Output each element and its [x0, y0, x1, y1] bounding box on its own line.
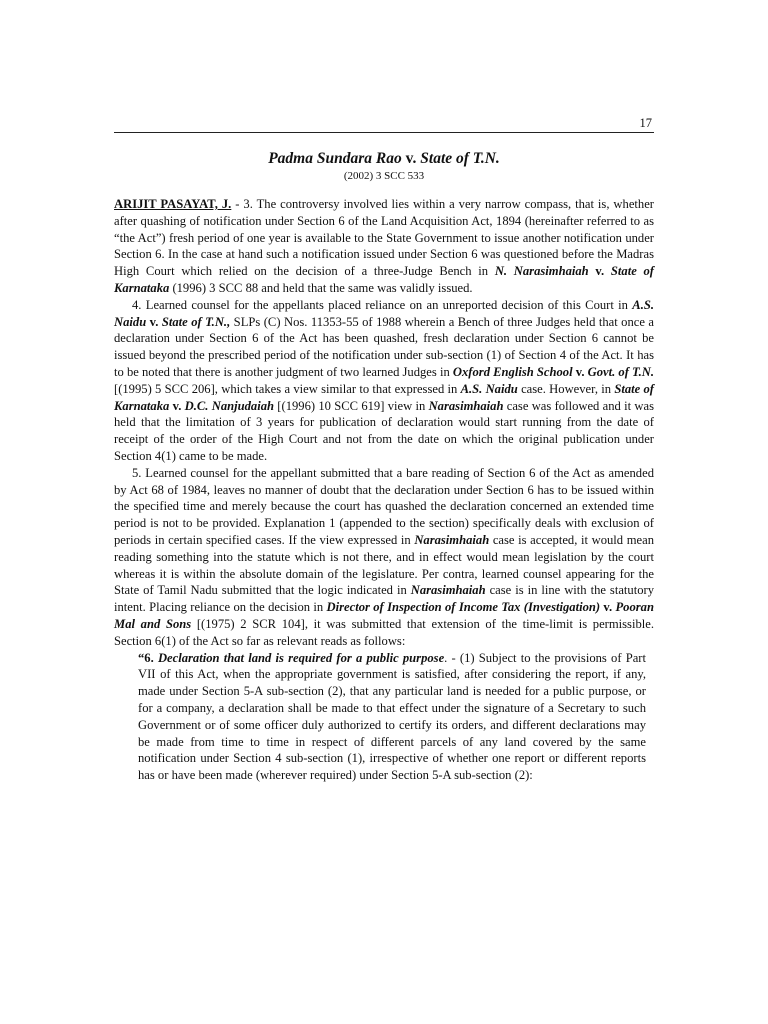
case-name: Govt. of T.N. — [587, 364, 654, 379]
case-name: Director of Inspection of Income Tax (Investigation) — [326, 600, 601, 615]
case-name: State of Karnataka — [114, 381, 655, 413]
case-name: Narasimhaiah — [414, 532, 490, 547]
case-title — [114, 150, 654, 168]
case-name: N. Narasimhaiah — [494, 264, 589, 279]
case-name: D.C. Nanjudaiah — [184, 398, 275, 413]
case-name: A.S. Naidu — [460, 381, 518, 396]
judge-name: ARIJIT PASAYAT, J. — [114, 197, 232, 211]
paragraph-3: ARIJIT PASAYAT, J. - 3. The controversy involved lies within a very narrow compass, that is, whether after quashing of notification under Section 6 of the Land Acquisition Act, 1894 (hereinafter referred to as “the Act”) fresh period of one year is available to the State Government to issue another notification under Section 6. In the case at hand such a notification issued under Section 6 was questioned before the Madras High Court which relied on the decision of a three-Judge Bench in N. Narasimhaiah v. State of Karnataka (1996) 3 SCC 88 and held that the same was validly issued. — [114, 197, 654, 295]
paragraph-4: 4. Learned counsel for the appellants placed reliance on an unreported decision of this Court in A.S. Naidu v. State of T.N., SLPs (C) Nos. 11353-55 of 1988 wherein a Bench of three Judges held that once a declaration under Section 6 of the Act has been quashed, fresh declaration under Section 6 cannot be issued beyond the prescribed period of the notification under sub-section (1) of Section 4 of the Act. It has to be noted that there is another judgment of two learned Judges in Oxford English School v. Govt. of T.N. [(1995) 5 SCC 206], which takes a view similar to that expressed in A.S. Naidu case. However, in State of Karnataka v. D.C. Nanjudaiah [(1996) 10 SCC 619] view in Narasimhaiah case was followed and it was held that the limitation of 3 years for publication of declaration would start running from the date of receipt of the order of the High Court and not from the date on which the original publication under Section 4(1) came to be made. — [114, 297, 655, 463]
case-name: Oxford English School — [452, 364, 573, 379]
case-name: Narasimhaiah — [410, 583, 486, 598]
case-name: State of T.N., — [161, 314, 231, 329]
page-number: 17 — [639, 116, 652, 130]
versus-label: v. — [405, 150, 417, 167]
case-name: State of Karnataka — [114, 264, 654, 295]
quote-text: . - (1) Subject to the provisions of Part VII of this Act, when the appropriate government is satisfied, after considering the report, if any, made under Section 5-A sub-section (2), that any particular land is needed for a public purpose, or for a company, a declaration shall be made to that effect under the signature of a Secretary to such Government or of some officer duly authorized to certify its orders, and different declarations may be made from time to time in respect of different parcels of any land covered by the same notification under Section 4 sub-section (1), irrespective of whether one report or different reports has or have been made (wherever required) under Section 5-A sub-section (2): — [138, 650, 646, 783]
judgment-body — [114, 196, 654, 784]
case-party-1: Padma Sundara Rao — [268, 150, 402, 167]
header-rule — [114, 132, 654, 133]
quote-section-number: “6. — [138, 650, 158, 665]
statute-quote — [138, 650, 646, 784]
quote-heading: Declaration that land is required for a public purpose — [157, 650, 445, 665]
paragraph-5: 5. Learned counsel for the appellant submitted that a bare reading of Section 6 of the Act as amended by Act 68 of 1984, leaves no manner of doubt that the declaration under Section 6 has to be issued within the specified time and merely because the court has quashed the declaration concerned an extended time period is not to be provided. Explanation 1 (appended to the section) specifically deals with exclusion of periods in certain specified cases. If the view expressed in Narasimhaiah case is accepted, it would mean reading something into the statute which is not there, and in effect would mean legislation by the court whereas it is within the absolute domain of the legislature. Per contra, learned counsel appearing for the State of Tamil Nadu submitted that the logic indicated in Narasimhaiah case is in line with the statutory intent. Placing reliance on the decision in Director of Inspection of Income Tax (Investigation) v. Pooran Mal and Sons [(1975) 2 SCR 104], it was submitted that extension of the time-limit is permissible. Section 6(1) of the Act so far as relevant reads as follows: — [114, 465, 655, 648]
case-citation: (2002) 3 SCC 533 — [343, 170, 425, 182]
case-name: A.S. Naidu — [114, 297, 654, 329]
case-name: Narasimhaiah — [428, 398, 504, 413]
case-name: Pooran Mal and Sons — [114, 600, 654, 631]
case-party-2: State of T.N. — [420, 150, 500, 167]
